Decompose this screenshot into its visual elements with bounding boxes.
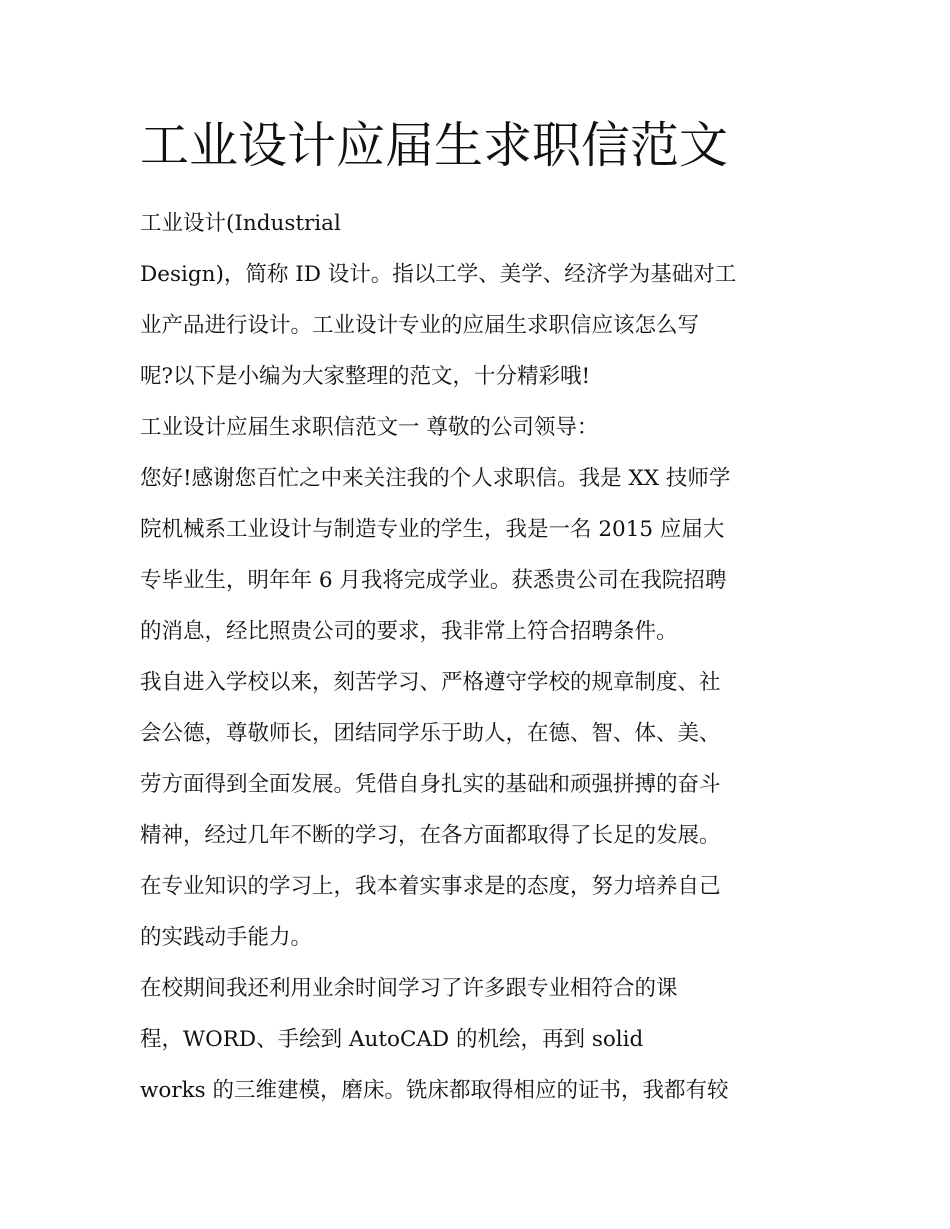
text-line: 的消息，经比照贵公司的要求，我非常上符合招聘条件。: [140, 619, 678, 644]
text-line: 精神，经过几年不断的学习，在各方面都取得了长足的发展。: [140, 823, 721, 848]
text-line: 会公德，尊敬师长，团结同学乐于助人，在德、智、体、美、: [140, 721, 721, 746]
text-line: 工业设计(Industrial: [140, 211, 341, 236]
text-line: 业产品进行设计。工业设计专业的应届生求职信应该怎么写: [140, 313, 700, 338]
document-body: [140, 198, 820, 1116]
text-line: 您好!感谢您百忙之中来关注我的个人求职信。我是 XX 技师学: [140, 466, 731, 491]
text-line: 我自进入学校以来，刻苦学习、严格遵守学校的规章制度、社: [140, 670, 721, 695]
text-line: works 的三维建模，磨床。铣床都取得相应的证书，我都有较: [140, 1078, 729, 1103]
text-line: 劳方面得到全面发展。凭借自身扎实的基础和顽强拼搏的奋斗: [140, 772, 721, 797]
text-line: 程，WORD、手绘到 AutoCAD 的机绘，再到 solid: [140, 1027, 644, 1052]
text-line: 在专业知识的学习上，我本着实事求是的态度，努力培养自己: [140, 874, 721, 899]
text-line: 工业设计应届生求职信范文一 尊敬的公司领导：: [140, 415, 599, 440]
text-line: 的实践动手能力。: [140, 925, 313, 950]
text-line: Design)，简称 ID 设计。指以工学、美学、经济学为基础对工: [140, 262, 737, 287]
text-line: 在校期间我还利用业余时间学习了许多跟专业相符合的课: [140, 976, 678, 1001]
text-line: 院机械系工业设计与制造专业的学生，我是一名 2015 应届大: [140, 517, 725, 542]
text-line: 专毕业生，明年年 6 月我将完成学业。获悉贵公司在我院招聘: [140, 568, 727, 593]
document-title: 工业设计应届生求职信范文: [140, 117, 729, 174]
text-line: 呢?以下是小编为大家整理的范文，十分精彩哦!: [140, 364, 591, 389]
